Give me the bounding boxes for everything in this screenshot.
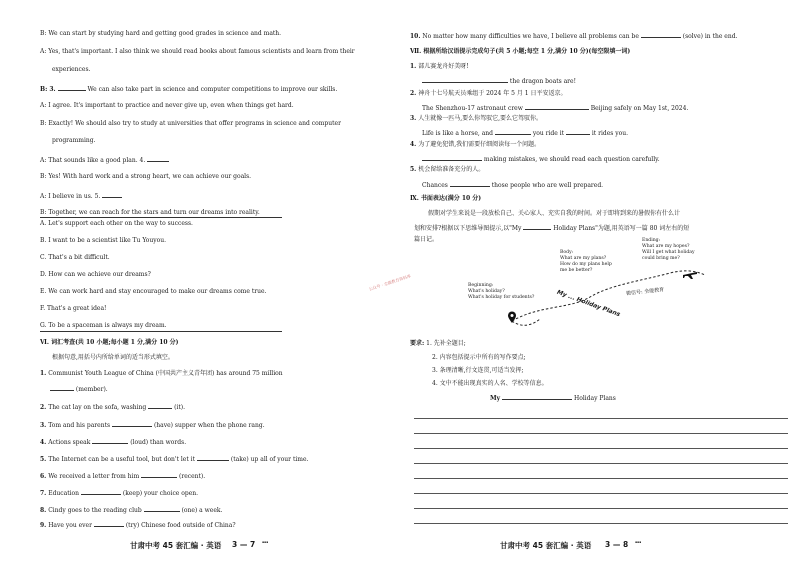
sentence-3-cn: 3. 人生就像一匹马,要么你驾驭它,要么它驾驭你。 <box>410 115 543 122</box>
option-item: F. That's a great idea! <box>40 305 107 312</box>
section-7-heading: Ⅶ. 根据所给汉语提示完成句子(共 5 小题;每空 1 分,满分 10 分)(每空限填一词) <box>410 48 631 55</box>
question-1-cont <box>50 384 108 394</box>
writing-line[interactable] <box>414 523 788 524</box>
sentence-2-en: The Shenzhou-17 astronaut crew Beijing safely on May 1st, 2024. <box>422 105 689 112</box>
question-text: We received a letter from him <box>48 473 140 480</box>
question-4: 4. Actions speak (loud) than words. <box>40 439 187 446</box>
question-text: Cindy goes to the reading club <box>48 507 142 514</box>
dialogue-text: We can also take part in science and computer competitions to improve our skills. <box>87 86 338 93</box>
mindmap-stamp: 微信号: 全能教育 <box>625 287 665 297</box>
question-text: Actions speak <box>48 439 91 446</box>
answer-blank-s4[interactable] <box>422 154 482 161</box>
section-6-heading: Ⅵ. 词汇考查(共 10 小题;每小题 1 分,满分 10 分) <box>40 339 179 346</box>
mindmap-ending: Ending: What are my hopes? Will I get what holiday could bring me? <box>642 238 695 261</box>
dialogue-line: B: Together, we can reach for the stars and turn our dreams into reality. <box>40 209 260 216</box>
question-hint: (member). <box>75 386 108 393</box>
writing-prompt: 篇日记。 <box>414 236 439 243</box>
mindmap-beginning: Beginning: What's holiday? What's holiday for students? <box>468 283 535 300</box>
page-number: 3 — 8 <box>605 540 629 549</box>
sentence-2-cn: 2. 神舟十七号航天员乘组于 2024 年 5 月 1 日平安返京。 <box>410 90 567 97</box>
answer-blank-s3a[interactable] <box>495 128 531 135</box>
footer-title: 甘肃中考 45 套汇编 · 英语 <box>130 541 222 550</box>
dialogue-line: A: I agree. It's important to practice and never give up, even when things get hard. <box>40 102 294 109</box>
requirement-item: 2. 内容包括提示中所有的写作要点; <box>432 354 526 361</box>
answer-blank-8[interactable] <box>144 505 180 512</box>
sentence-4-en: making mistakes, we should read each question carefully. <box>422 154 660 164</box>
writing-line[interactable] <box>414 463 788 464</box>
dialogue-line: B: Exactly! We should also try to study at universities that offer programs in science and computer <box>40 120 341 127</box>
answer-blank-4[interactable] <box>92 437 128 444</box>
question-hint: (have) supper when the phone rang. <box>153 422 265 429</box>
writing-line[interactable] <box>414 433 788 434</box>
writing-line[interactable] <box>414 493 788 494</box>
option-item: D. How can we achieve our dreams? <box>40 271 151 278</box>
footer-title: 甘肃中考 45 套汇编 · 英语 <box>500 541 592 550</box>
location-pin-icon <box>507 311 517 324</box>
watermark: 公众号 · 全能教育资料库 <box>368 273 412 292</box>
dialogue-line-5 <box>40 191 122 201</box>
answer-blank-4[interactable] <box>147 155 169 162</box>
dialogue-line: experiences. <box>52 66 91 73</box>
question-hint: (loud) than words. <box>130 439 187 446</box>
essay-title-blank[interactable] <box>502 393 572 400</box>
answer-blank-5[interactable] <box>197 454 229 461</box>
page-number: 3 — 7 <box>232 540 256 549</box>
essay-title: My Holiday Plans <box>490 395 616 402</box>
answer-blank-6[interactable] <box>141 471 177 478</box>
question-7: 7. Education (keep) your choice open. <box>40 490 199 497</box>
answer-blank-s5[interactable] <box>450 180 490 187</box>
answer-blank-s2[interactable] <box>525 103 589 110</box>
mindmap-path <box>500 255 720 335</box>
airplane-icon <box>682 268 698 280</box>
answer-blank-1[interactable] <box>50 384 74 391</box>
dialogue-text: A: I believe in us. 5. <box>40 193 101 200</box>
writing-line[interactable] <box>414 448 788 449</box>
question-text: Communist Youth League of China (中国共产主义青年团) has around 75 million <box>48 370 283 377</box>
question-hint: (recent). <box>178 473 206 480</box>
answer-blank-s3b[interactable] <box>566 128 590 135</box>
writing-prompt: 假期对学生来说是一段放松自己、关心家人、充实自我的时间。对于即将到来的暑假你有什么计 <box>428 210 681 217</box>
question-10: 10. No matter how many difficulties we have, I believe all problems can be (solve) in the end. <box>410 33 738 40</box>
answer-blank-9[interactable] <box>94 520 124 527</box>
section-6-instruction: 根据句意,用括号内所给单词的适当形式填空。 <box>52 354 174 361</box>
question-1: 1. Communist Youth League of China (中国共产主义青年团) has around 75 million <box>40 370 283 377</box>
answer-blank-5[interactable] <box>102 191 122 198</box>
blank-label: B: 3. <box>40 86 56 93</box>
sentence-1-cn: 1. 部儿赛龙舟好美呀! <box>410 63 469 70</box>
footer-logo-icon: ▪▪▪ <box>635 540 642 544</box>
question-text: No matter how many difficulties we have, I believe all problems can be <box>422 33 639 40</box>
question-text: Education <box>48 490 80 497</box>
sentence-3-en: Life is like a horse, and you ride it it rides you. <box>422 130 629 137</box>
dialogue-line-4 <box>40 155 169 165</box>
question-text: The Internet can be a useful tool, but don't let it <box>48 456 196 463</box>
sentence-4-cn: 4. 为了避免犯错,我们需要仔细阅读每一个问题。 <box>410 141 541 148</box>
question-9: 9. Have you ever (try) Chinese food outside of China? <box>40 522 236 529</box>
question-8: 8. Cindy goes to the reading club (one) a week. <box>40 507 223 514</box>
writing-prompt: 划和安排?根据以下思维导图提示,以"My Holiday Plans"为题,用英语写一篇 80 词左右的短 <box>414 225 690 232</box>
dialogue-line-3 <box>40 84 337 94</box>
title-blank-prompt <box>523 223 551 230</box>
right-page <box>400 0 800 566</box>
divider <box>40 217 282 218</box>
answer-blank-s1[interactable] <box>422 76 508 83</box>
requirement-item: 4. 文中不能出现真实的人名、学校等信息。 <box>432 380 548 387</box>
question-hint: (keep) your choice open. <box>122 490 199 497</box>
question-text: Tom and his parents <box>48 422 111 429</box>
answer-blank-2[interactable] <box>148 402 172 409</box>
sentence-1-en: the dragon boats are! <box>422 76 576 86</box>
question-3: 3. Tom and his parents (have) supper when the phone rang. <box>40 422 265 429</box>
question-hint: (take) up all of your time. <box>230 456 309 463</box>
question-text: The cat lay on the sofa, washing <box>48 404 147 411</box>
question-hint: (try) Chinese food outside of China? <box>125 522 236 529</box>
writing-line[interactable] <box>414 478 788 479</box>
mindmap-body: Body: What are my plans? How do my plans help me be better? <box>560 250 612 273</box>
question-hint: (solve) in the end. <box>682 33 738 40</box>
answer-blank-3[interactable] <box>58 84 86 91</box>
question-hint: (it). <box>174 404 186 411</box>
requirement-item: 3. 条理清晰,行文连贯,可适当发挥; <box>432 367 524 374</box>
sentence-5-en: Chances those people who are well prepared. <box>422 182 604 189</box>
writing-line[interactable] <box>414 508 788 509</box>
option-item: C. That's a bit difficult. <box>40 254 110 261</box>
option-item: G. To be a spaceman is always my dream. <box>40 322 167 329</box>
question-5: 5. The Internet can be a useful tool, but don't let it (take) up all of your time. <box>40 456 309 463</box>
question-hint: (one) a week. <box>181 507 223 514</box>
requirements: 要求: 1. 先补全题目; <box>410 340 466 347</box>
dialogue-text: A: That sounds like a good plan. 4. <box>40 157 146 164</box>
option-item: E. We can work hard and stay encouraged to make our dreams come true. <box>40 288 267 295</box>
answer-blank-7[interactable] <box>81 488 121 495</box>
question-2: 2. The cat lay on the sofa, washing (it). <box>40 404 186 411</box>
dialogue-line: programming. <box>52 137 96 144</box>
answer-blank-3[interactable] <box>112 420 152 427</box>
question-6: 6. We received a letter from him (recent). <box>40 473 206 480</box>
footer-logo-icon: ▪▪▪ <box>262 540 269 544</box>
sentence-5-cn: 5. 机会留给准备充分的人。 <box>410 166 485 173</box>
question-text: Have you ever <box>48 522 92 529</box>
section-8-heading: Ⅸ. 书面表达(满分 10 分) <box>410 195 482 202</box>
writing-line[interactable] <box>414 418 788 419</box>
answer-blank-10[interactable] <box>641 31 681 38</box>
dialogue-line: B: We can start by studying hard and getting good grades in science and math. <box>40 30 282 37</box>
dialogue-line: B: Yes! With hard work and a strong heart, we can achieve our goals. <box>40 173 252 180</box>
mindmap-path-label: My ... Holiday Plans <box>555 288 622 319</box>
option-item: B. I want to be a scientist like Tu Youyou. <box>40 237 167 244</box>
divider <box>40 331 282 332</box>
option-item: A. Let's support each other on the way to success. <box>40 220 193 227</box>
dialogue-line: A: Yes, that's important. I also think we should read books about famous scientists and learn from their <box>40 48 355 55</box>
